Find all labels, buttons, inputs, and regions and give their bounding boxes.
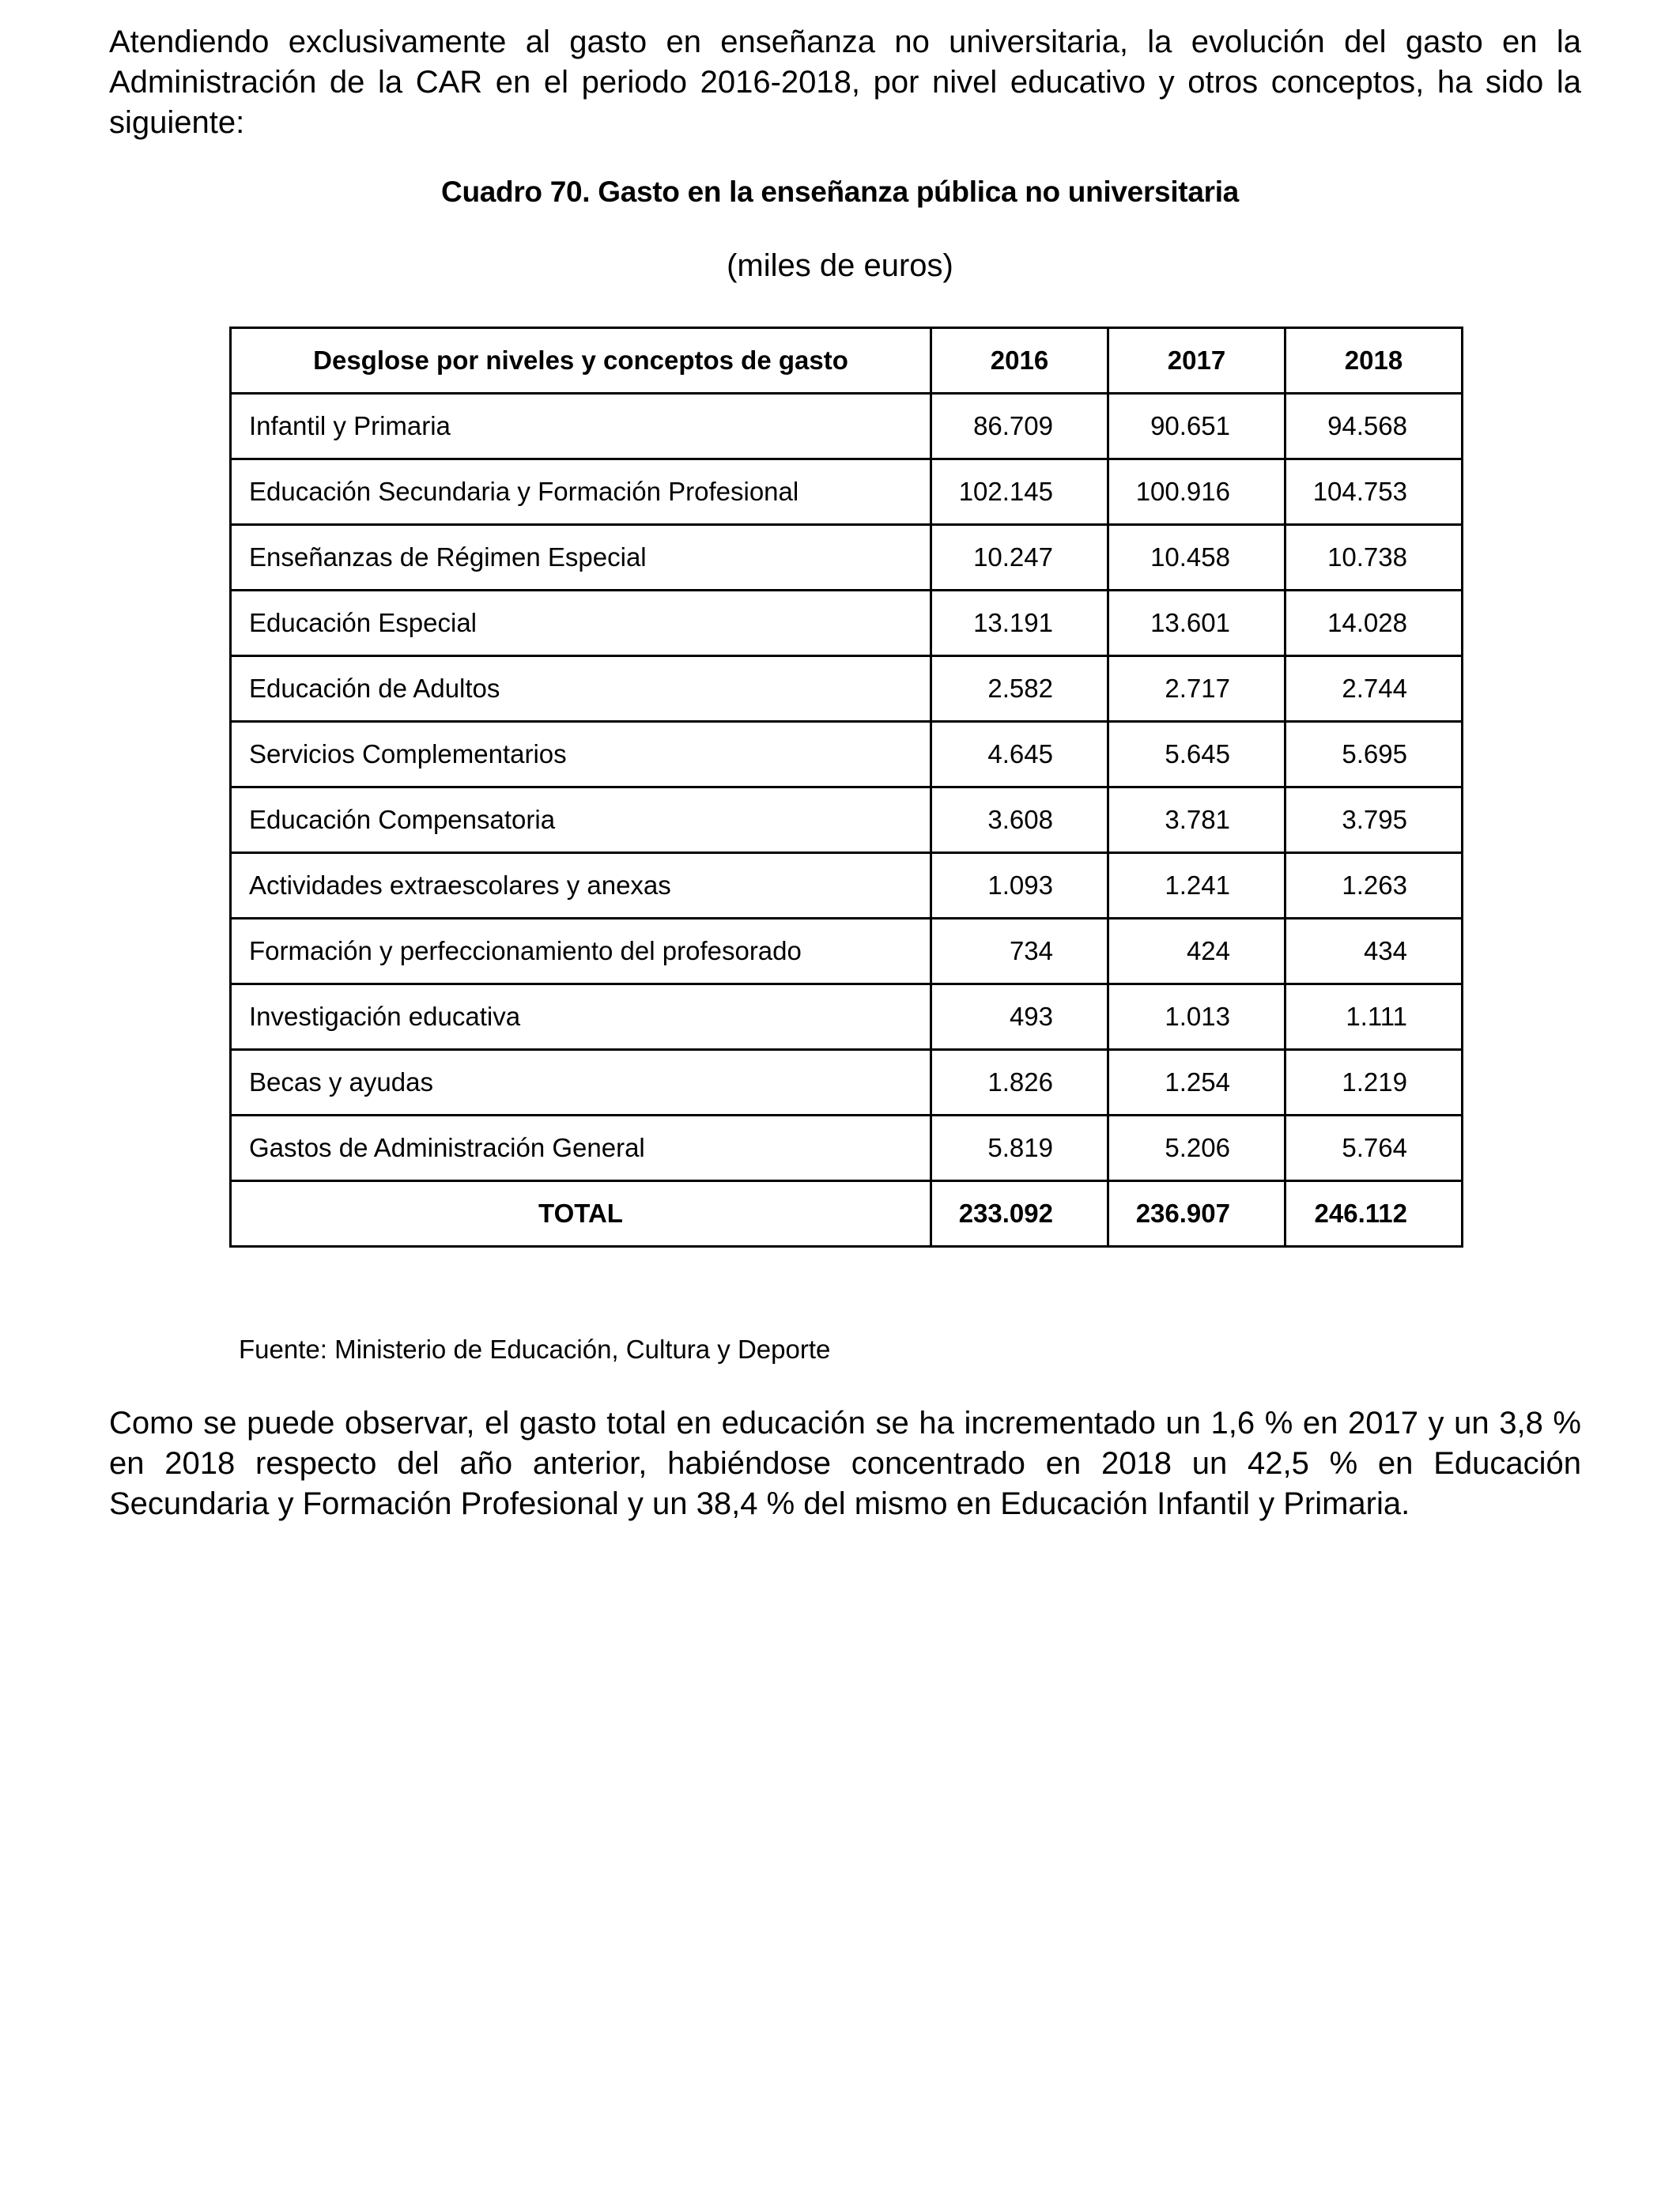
row-label: Educación Especial — [231, 591, 931, 656]
row-value-2017: 2.717 — [1108, 656, 1285, 722]
row-value-2016: 2.582 — [931, 656, 1108, 722]
row-label: Investigación educativa — [231, 984, 931, 1050]
row-value-2018: 10.738 — [1285, 525, 1463, 591]
row-value-2017: 3.781 — [1108, 787, 1285, 853]
row-label: Formación y perfeccionamiento del profesorado — [231, 919, 931, 984]
table-row — [231, 591, 1463, 656]
row-value-2018: 2.744 — [1285, 656, 1463, 722]
table-row — [231, 656, 1463, 722]
row-label: Educación Secundaria y Formación Profesional — [231, 459, 931, 525]
row-value-2017: 1.013 — [1108, 984, 1285, 1050]
table-row — [231, 984, 1463, 1050]
header-year-2016: 2016 — [931, 328, 1108, 394]
row-value-2017: 1.241 — [1108, 853, 1285, 919]
row-value-2016: 3.608 — [931, 787, 1108, 853]
row-value-2016: 1.093 — [931, 853, 1108, 919]
header-concept: Desglose por niveles y conceptos de gasto — [231, 328, 931, 394]
row-value-2018: 1.263 — [1285, 853, 1463, 919]
table-header-row — [231, 328, 1463, 394]
table-title: Cuadro 70. Gasto en la enseñanza pública no universitaria — [441, 176, 1239, 208]
row-value-2016: 102.145 — [931, 459, 1108, 525]
row-label: Infantil y Primaria — [231, 394, 931, 459]
row-label: Becas y ayudas — [231, 1050, 931, 1116]
row-label: Gastos de Administración General — [231, 1116, 931, 1181]
row-value-2018: 14.028 — [1285, 591, 1463, 656]
row-value-2016: 86.709 — [931, 394, 1108, 459]
table-row — [231, 722, 1463, 787]
row-label: Educación de Adultos — [231, 656, 931, 722]
conclusion-paragraph: Como se puede observar, el gasto total en educación se ha incrementado un 1,6 % en 2017 y un 3,8 % en 2018 respecto del año anterior, habiéndose concentrado en 2018 un 42,5 % en Educación Secundaria y Formación Profesional y un 38,4 % del mismo en Educación Infantil y Primaria. — [109, 1406, 1581, 1521]
table-row — [231, 919, 1463, 984]
row-value-2017: 424 — [1108, 919, 1285, 984]
row-value-2018: 1.111 — [1285, 984, 1463, 1050]
row-value-2018: 94.568 — [1285, 394, 1463, 459]
table-row — [231, 525, 1463, 591]
row-label: Actividades extraescolares y anexas — [231, 853, 931, 919]
table-row — [231, 1116, 1463, 1181]
row-value-2017: 5.206 — [1108, 1116, 1285, 1181]
row-value-2016: 493 — [931, 984, 1108, 1050]
row-value-2018: 1.219 — [1285, 1050, 1463, 1116]
row-label: Servicios Complementarios — [231, 722, 931, 787]
table-row — [231, 1050, 1463, 1116]
header-year-2017: 2017 — [1108, 328, 1285, 394]
table-row — [231, 787, 1463, 853]
row-value-2016: 13.191 — [931, 591, 1108, 656]
row-value-2018: 3.795 — [1285, 787, 1463, 853]
row-value-2016: 1.826 — [931, 1050, 1108, 1116]
row-value-2018: 5.695 — [1285, 722, 1463, 787]
row-value-2017: 90.651 — [1108, 394, 1285, 459]
row-value-2017: 100.916 — [1108, 459, 1285, 525]
table-total-row — [231, 1181, 1463, 1247]
table-row — [231, 459, 1463, 525]
row-value-2018: 5.764 — [1285, 1116, 1463, 1181]
row-value-2016: 734 — [931, 919, 1108, 984]
table-row — [231, 394, 1463, 459]
table-source-note: Fuente: Ministerio de Educación, Cultura y Deporte — [239, 1335, 831, 1364]
row-value-2017: 5.645 — [1108, 722, 1285, 787]
header-year-2018: 2018 — [1285, 328, 1463, 394]
row-value-2017: 1.254 — [1108, 1050, 1285, 1116]
table-body — [231, 394, 1463, 1247]
row-value-2017: 10.458 — [1108, 525, 1285, 591]
table-units: (miles de euros) — [727, 248, 953, 283]
total-value-2017: 236.907 — [1108, 1181, 1285, 1247]
row-value-2018: 434 — [1285, 919, 1463, 984]
intro-paragraph: Atendiendo exclusivamente al gasto en enseñanza no universitaria, la evolución del gasto en la Administración de la CAR en el periodo 2016-2018, por nivel educativo y otros conceptos, ha sido la siguiente: — [109, 25, 1581, 140]
row-label: Educación Compensatoria — [231, 787, 931, 853]
row-label: Enseñanzas de Régimen Especial — [231, 525, 931, 591]
expenditure-table — [229, 327, 1463, 1248]
row-value-2017: 13.601 — [1108, 591, 1285, 656]
row-value-2016: 10.247 — [931, 525, 1108, 591]
total-value-2018: 246.112 — [1285, 1181, 1463, 1247]
row-value-2018: 104.753 — [1285, 459, 1463, 525]
table-row — [231, 853, 1463, 919]
row-value-2016: 5.819 — [931, 1116, 1108, 1181]
total-value-2016: 233.092 — [931, 1181, 1108, 1247]
total-label: TOTAL — [231, 1181, 931, 1247]
row-value-2016: 4.645 — [931, 722, 1108, 787]
